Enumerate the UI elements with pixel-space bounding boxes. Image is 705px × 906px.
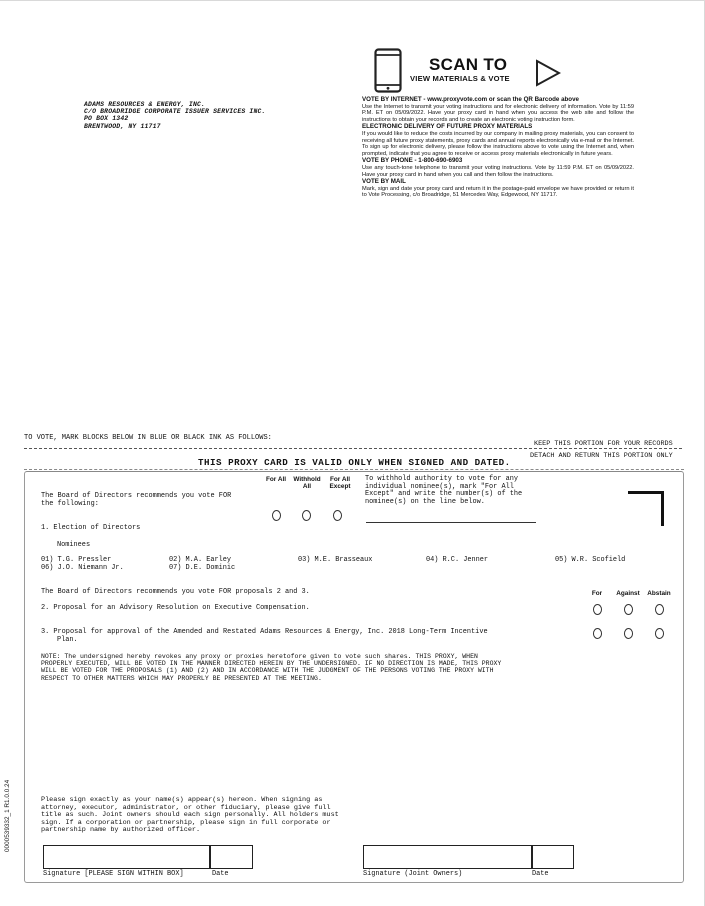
item3-incentive-plan-cont: Plan.: [57, 636, 78, 644]
proxy-note: NOTE: The undersigned hereby revokes any proxy or proxies heretofore given to vote such shares. THIS PROXY, WHEN PROPERLY EXECUTED, WILL BE VOTED IN THE MANNER DIRECTED HEREIN BY THE UNDERSIGNED. IF NO DIRECTION IS MADE, THIS PROXY WILL BE VOTED FOR THE PROPOSALS (1) AND (2) AND IN ACCORDANCE WITH THE JUDGMENT OF THE PERSONS VOTING THE PROXY WITH RESPECT TO OTHER MATTERS WHICH MAY PROPERLY BE PRESENTED AT THE MEETING.: [41, 653, 502, 682]
column-for: For: [591, 590, 603, 597]
item3-against-checkbox[interactable]: [624, 628, 633, 639]
item2-against-checkbox[interactable]: [624, 604, 633, 615]
return-address: [84, 101, 266, 130]
joint-signature-box[interactable]: [363, 845, 533, 869]
voting-instructions: [362, 96, 634, 200]
form-id-vertical: 0000539332_1 R1.0.0.24: [4, 779, 11, 852]
nominees-label: Nominees: [57, 541, 91, 549]
column-for-all-except: For All Except: [329, 476, 351, 490]
vote-by-mail-heading: VOTE BY MAIL: [362, 178, 406, 186]
date-box[interactable]: [209, 845, 253, 869]
card-top-dashed-border: [24, 469, 684, 470]
registration-corner-mark: [628, 491, 664, 526]
column-against: Against: [616, 590, 640, 597]
scan-to-subtitle: VIEW MATERIALS & VOTE: [410, 74, 510, 83]
joint-date-box[interactable]: [531, 845, 574, 869]
withhold-instructions: To withhold authority to vote for any individual nominee(s), mark "For All Except" and write the number(s) of the nominee(s) on the line below.: [365, 475, 523, 506]
detach-cut-line: [24, 448, 682, 449]
valid-notice: THIS PROXY CARD IS VALID ONLY WHEN SIGNED AND DATED.: [198, 457, 511, 468]
column-for-all: For All: [266, 476, 286, 483]
electronic-delivery-text: If you would like to reduce the costs incurred by our company in mailing proxy materials, you can consent to receiving all future proxy statements, proxy cards and annual reports electronically via e-mail or the Internet. To sign up for electronic delivery, please follow the instructions above to vote using the Internet and, when prompted, indicate that you agree to receive or access proxy materials electronically in future years.: [362, 130, 634, 157]
date-label: Date: [212, 870, 229, 878]
column-abstain: Abstain: [647, 590, 671, 597]
item3-for-checkbox[interactable]: [593, 628, 602, 639]
nominee-exception-line[interactable]: [366, 522, 536, 523]
vote-by-internet-text: Use the Internet to transmit your voting instructions and for electronic delivery of information. Vote by 11:59 P.M. ET on 05/09/2022. Have your proxy card in hand when you access the web site and follow the instructions to obtain your records and to create an electronic voting instruction form.: [362, 103, 634, 123]
address-line: BRENTWOOD, NY 11717: [84, 122, 161, 130]
nominee-item: 06) J.O. Niemann Jr.: [41, 564, 124, 572]
address-line: PO BOX 1342: [84, 115, 129, 123]
joint-date-label: Date: [532, 870, 549, 878]
signature-label: Signature [PLEASE SIGN WITHIN BOX]: [43, 870, 184, 878]
nominee-item: 01) T.G. Pressler: [41, 556, 112, 564]
item1-election-of-directors: 1. Election of Directors: [41, 524, 141, 532]
nominee-item: 07) D.E. Dominic: [169, 564, 236, 572]
play-arrow-icon: [535, 59, 561, 87]
for-all-checkbox[interactable]: [272, 510, 281, 521]
signature-box[interactable]: [43, 845, 211, 869]
column-withhold-all: Withhold All: [293, 476, 321, 490]
vote-by-mail-text: Mark, sign and date your proxy card and return it in the postage-paid envelope we have provided or return it to Vote Processing, c/o Broadridge, 51 Mercedes Way, Edgewood, NY 11717.: [362, 185, 634, 199]
signing-instructions: Please sign exactly as your name(s) appear(s) hereon. When signing as attorney, executor, administrator, or other fiduciary, please give full title as such. Joint owners should each sign personally. All holders must sign. If a corporation or partnership, please sign in full corporate or partnership name by authorized officer.: [41, 796, 339, 834]
board-recommendation-1: The Board of Directors recommends you vote FOR the following:: [41, 492, 232, 508]
page-border-top: [0, 0, 705, 1]
board-recommendation-2: The Board of Directors recommends you vote FOR proposals 2 and 3.: [41, 588, 310, 596]
nominee-item: 02) M.A. Earley: [169, 556, 232, 564]
nominee-item: 03) M.E. Brasseaux: [298, 556, 373, 564]
scan-to-title: SCAN TO: [429, 55, 508, 74]
joint-signature-label: Signature (Joint Owners): [363, 870, 463, 878]
item3-incentive-plan: 3. Proposal for approval of the Amended and Restated Adams Resources & Energy, Inc. 2018 Long-Term Incentive: [41, 628, 488, 636]
nominee-item: 04) R.C. Jenner: [426, 556, 489, 564]
address-line: C/O BROADRIDGE CORPORATE ISSUER SERVICES INC.: [84, 108, 266, 116]
address-line: ADAMS RESOURCES & ENERGY, INC.: [84, 101, 206, 108]
for-all-except-checkbox[interactable]: [333, 510, 342, 521]
vote-by-phone-text: Use any touch-tone telephone to transmit your voting instructions. Vote by 11:59 P.M. ET on 05/09/2022. Have your proxy card in hand when you call and then follow the instructions.: [362, 164, 634, 178]
keep-portion-label: KEEP THIS PORTION FOR YOUR RECORDS: [534, 440, 673, 448]
nominee-item: 05) W.R. Scofield: [555, 556, 626, 564]
electronic-delivery-heading: ELECTRONIC DELIVERY OF FUTURE PROXY MATERIALS: [362, 123, 533, 131]
marking-instructions: TO VOTE, MARK BLOCKS BELOW IN BLUE OR BLACK INK AS FOLLOWS:: [24, 434, 272, 442]
smartphone-icon: [374, 48, 402, 93]
item2-for-checkbox[interactable]: [593, 604, 602, 615]
vote-by-internet-heading: VOTE BY INTERNET - www.proxyvote.com or scan the QR Barcode above: [362, 96, 579, 103]
item2-executive-compensation: 2. Proposal for an Advisory Resolution on Executive Compensation.: [41, 604, 310, 612]
vote-by-phone-heading: VOTE BY PHONE - 1-800-690-6903: [362, 157, 463, 165]
withhold-all-checkbox[interactable]: [302, 510, 311, 521]
item2-abstain-checkbox[interactable]: [655, 604, 664, 615]
item3-abstain-checkbox[interactable]: [655, 628, 664, 639]
detach-portion-label: DETACH AND RETURN THIS PORTION ONLY: [530, 452, 673, 460]
